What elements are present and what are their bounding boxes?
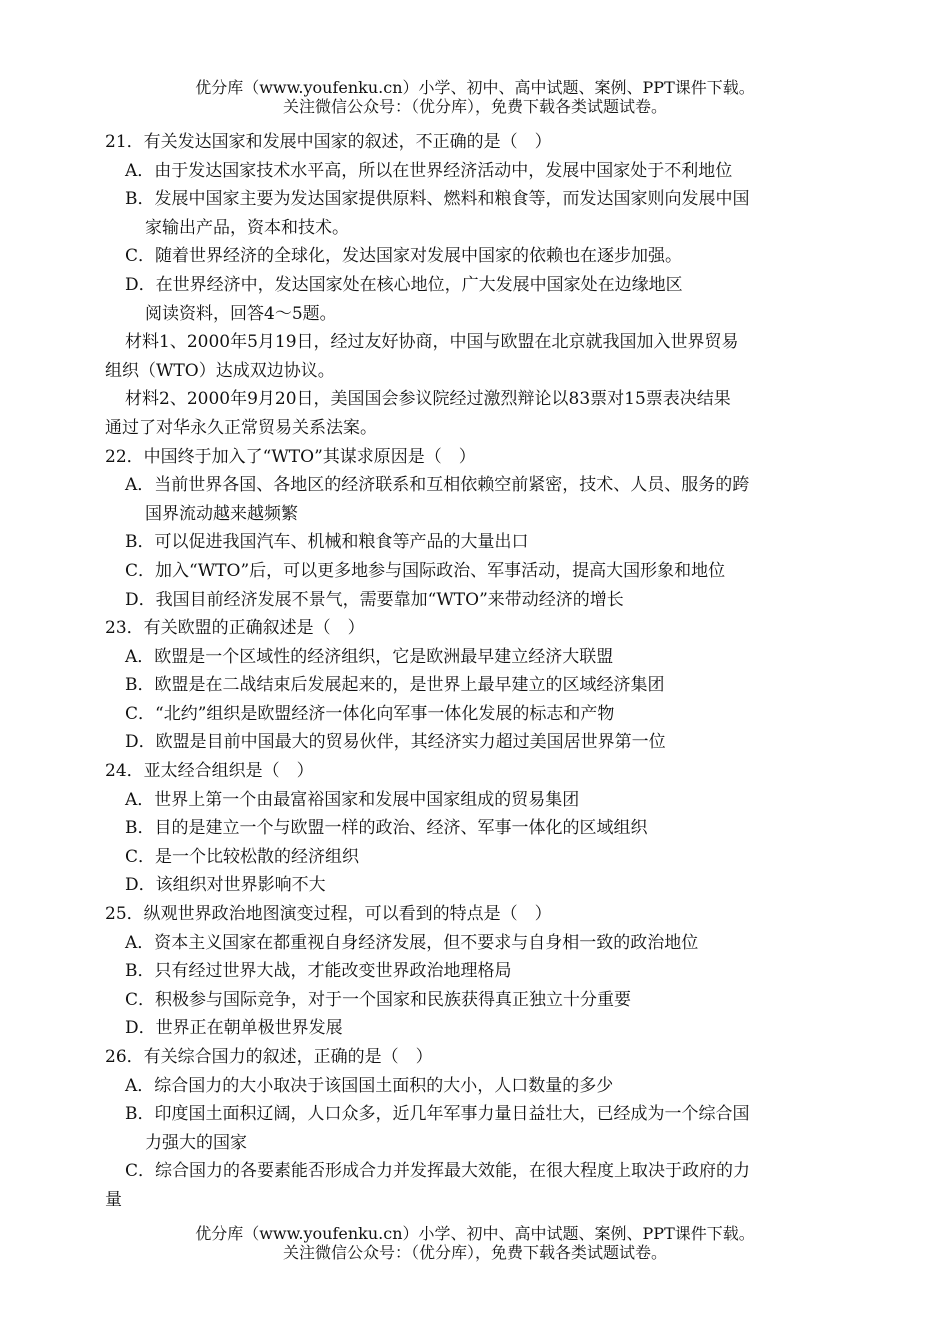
option-22-a-cont: 国界流动越来越频繁 [145,503,298,524]
option-26-c-cont: 量 [105,1189,122,1210]
question-22: 22．中国终于加入了“WTO”其谋求原因是（ ） [105,446,476,467]
option-23-b: B．欧盟是在二战结束后发展起来的，是世界上最早建立的区域经济集团 [125,675,665,696]
reading-instruction: 阅读资料，回答4～5题。 [145,303,337,324]
option-21-a: A．由于发达国家技术水平高，所以在世界经济活动中，发展中国家处于不利地位 [125,160,733,181]
header-line-2: 关注微信公众号：（优分库），免费下载各类试题试卷。 [282,97,667,116]
exam-content [105,128,847,1215]
option-21-d: D．在世界经济中，发达国家处在核心地位，广大发展中国家处在边缘地区 [125,274,683,295]
option-23-a: A．欧盟是一个区域性的经济组织，它是欧洲最早建立经济大联盟 [125,646,614,667]
question-24: 24．亚太经合组织是（ ） [105,761,314,782]
option-25-d: D．世界正在朝单极世界发展 [125,1018,343,1039]
option-26-b: B．印度国土面积辽阔，人口众多，近几年军事力量日益壮大，已经成为一个综合国 [125,1104,750,1125]
option-25-a: A．资本主义国家在都重视自身经济发展，但不要求与自身相一致的政治地位 [125,932,699,953]
option-23-c: C．“北约”组织是欧盟经济一体化向军事一体化发展的标志和产物 [125,703,615,724]
option-22-a: A．当前世界各国、各地区的经济联系和互相依赖空前紧密，技术、人员、服务的跨 [125,475,750,496]
option-26-c: C．综合国力的各要素能否形成合力并发挥最大效能，在很大程度上取决于政府的力 [125,1161,751,1182]
option-21-b: B．发展中国家主要为发达国家提供原料、燃料和粮食等，而发达国家则向发展中国 [125,189,750,210]
question-21: 21．有关发达国家和发展中国家的叙述，不正确的是（ ） [105,132,552,152]
option-25-c: C．积极参与国际竞争，对于一个国家和民族获得真正独立十分重要 [125,989,632,1010]
material-1-cont: 组织（WTO）达成双边协议。 [105,360,335,381]
page-header [0,78,950,116]
option-24-d: D．该组织对世界影响不大 [125,875,326,896]
option-24-a: A．世界上第一个由最富裕国家和发展中国家组成的贸易集团 [125,789,580,810]
option-25-b: B．只有经过世界大战，才能改变世界政治地理格局 [125,961,512,982]
question-26: 26．有关综合国力的叙述，正确的是（ ） [105,1047,433,1067]
header-line-1: 优分库（www.youfenku.cn）小学、初中、高中试题、案例、PPT课件下载。 [195,78,755,97]
question-23: 23．有关欧盟的正确叙述是（ ） [105,618,365,639]
option-22-d: D．我国目前经济发展不景气，需要靠加“WTO”来带动经济的增长 [125,589,624,610]
option-24-b: B．目的是建立一个与欧盟一样的政治、经济、军事一体化的区域组织 [125,818,648,839]
option-23-d: D．欧盟是目前中国最大的贸易伙伴，其经济实力超过美国居世界第一位 [125,732,666,753]
material-1: 材料1、2000年5月19日，经过友好协商，中国与欧盟在北京就我国加入世界贸易 [125,332,739,353]
option-26-b-cont: 力强大的国家 [145,1132,247,1153]
option-22-b: B．可以促进我国汽车、机械和粮食等产品的大量出口 [125,532,529,553]
footer-line-1: 优分库（www.youfenku.cn）小学、初中、高中试题、案例、PPT课件下载。 [195,1224,755,1243]
option-22-c: C．加入“WTO”后，可以更多地参与国际政治、军事活动，提高大国形象和地位 [125,560,726,581]
material-2-cont: 通过了对华永久正常贸易关系法案。 [105,417,377,438]
option-21-b-cont: 家输出产品，资本和技术。 [145,217,349,238]
footer-line-2: 关注微信公众号：（优分库），免费下载各类试题试卷。 [282,1243,667,1262]
page-footer [0,1224,950,1262]
option-26-a: A．综合国力的大小取决于该国国土面积的大小，人口数量的多少 [125,1075,614,1096]
material-2: 材料2、2000年9月20日，美国国会参议院经过激烈辩论以83票对15票表决结果 [125,389,731,410]
question-25: 25．纵观世界政治地图演变过程，可以看到的特点是（ ） [105,904,552,925]
option-24-c: C．是一个比较松散的经济组织 [125,846,360,867]
option-21-c: C．随着世界经济的全球化，发达国家对发展中国家的依赖也在逐步加强。 [125,246,683,267]
